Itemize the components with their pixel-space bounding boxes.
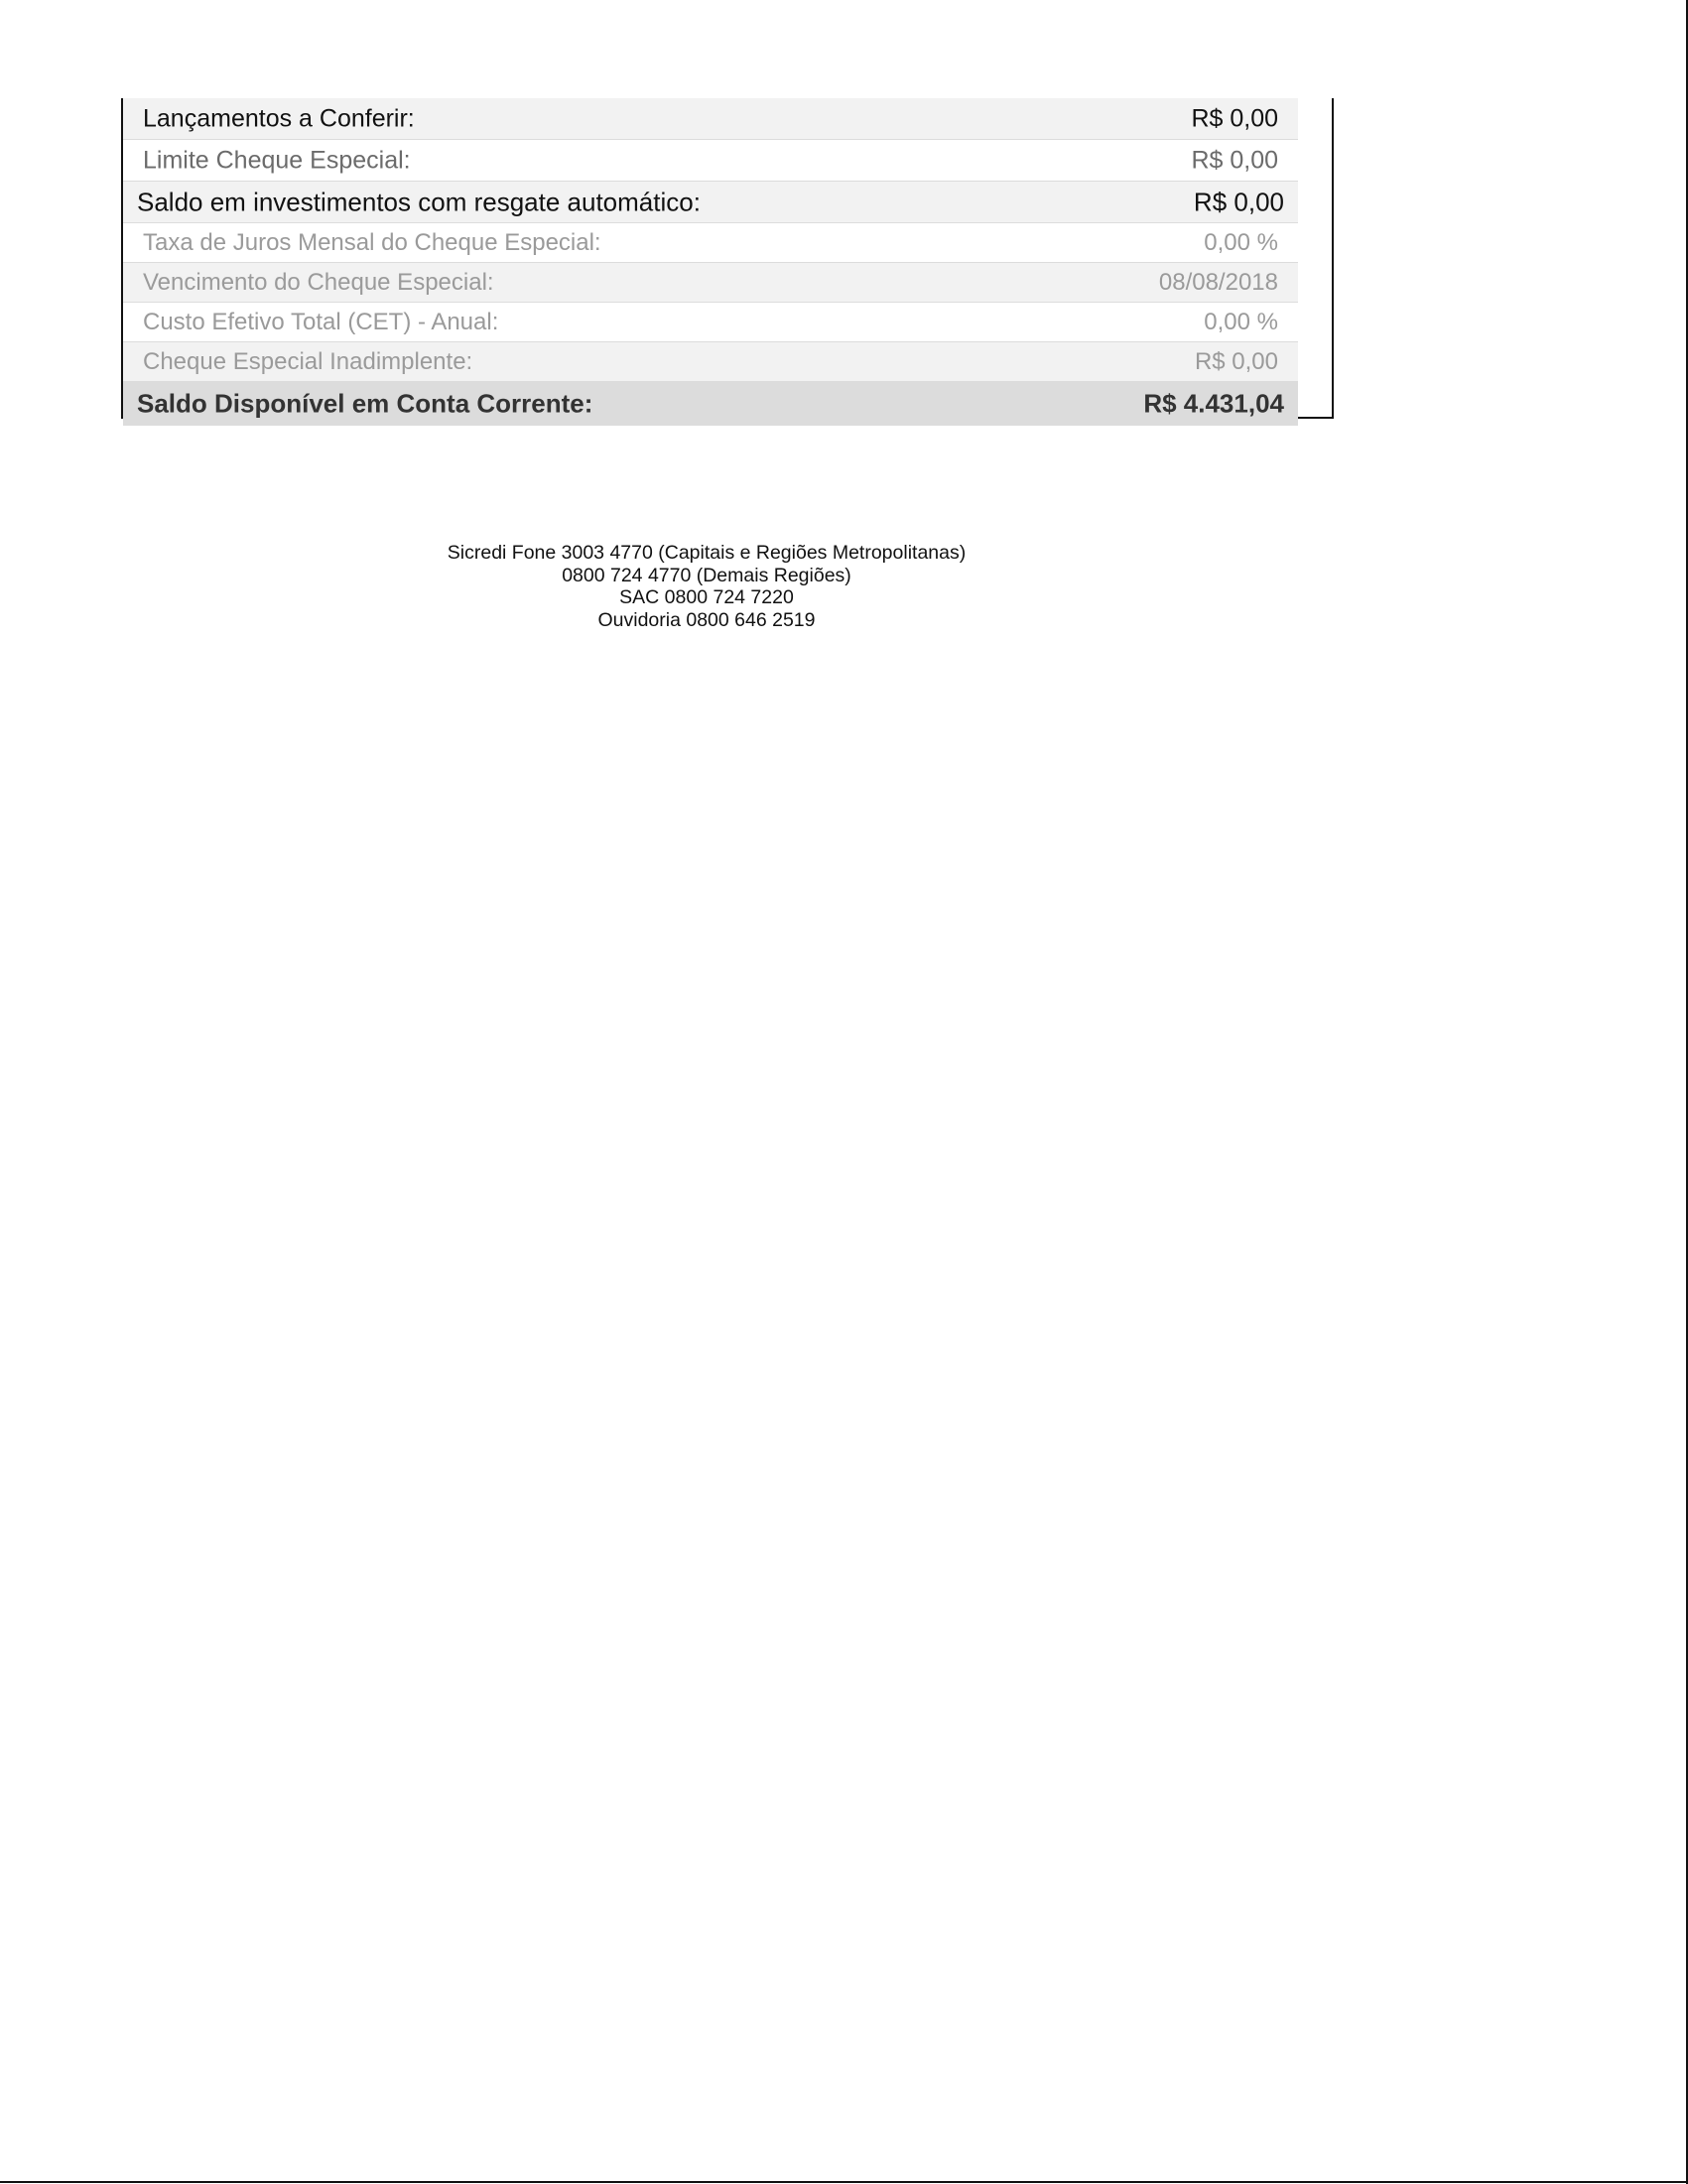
account-summary-table <box>123 98 1298 426</box>
summary-row-value: R$ 0,00 <box>1194 347 1278 375</box>
summary-row-value: R$ 0,00 <box>1191 146 1278 174</box>
page-bottom-border <box>0 2181 1688 2183</box>
summary-row-value: 0,00 % <box>1204 228 1278 256</box>
summary-row-limite-cheque-especial <box>123 140 1298 182</box>
summary-row-label: Cheque Especial Inadimplente: <box>143 347 473 375</box>
summary-row-custo-efetivo-total <box>123 303 1298 342</box>
contact-info <box>407 542 1006 631</box>
contact-line-sicredi-fone: Sicredi Fone 3003 4770 (Capitais e Regiões Metropolitanas) <box>447 542 967 564</box>
summary-row-vencimento-cheque-especial <box>123 263 1298 303</box>
total-value: R$ 4.431,04 <box>1143 388 1284 419</box>
summary-row-label: Custo Efetivo Total (CET) - Anual: <box>143 308 499 335</box>
summary-row-saldo-disponivel <box>123 382 1298 426</box>
summary-row-value: R$ 0,00 <box>1193 187 1284 216</box>
contact-line-ouvidoria: Ouvidoria 0800 646 2519 <box>597 608 816 631</box>
summary-row-cheque-especial-inadimplente <box>123 342 1298 382</box>
summary-row-label: Lançamentos a Conferir: <box>143 104 415 132</box>
contact-line-sac: SAC 0800 724 7220 <box>619 586 794 608</box>
summary-row-label: Taxa de Juros Mensal do Cheque Especial: <box>143 228 601 256</box>
contact-line-demais-regioes: 0800 724 4770 (Demais Regiões) <box>562 564 851 586</box>
summary-row-label: Limite Cheque Especial: <box>143 146 411 174</box>
summary-row-saldo-investimentos <box>123 182 1298 223</box>
summary-row-value: R$ 0,00 <box>1191 104 1278 132</box>
summary-row-value: 08/08/2018 <box>1158 268 1278 296</box>
summary-row-value: 0,00 % <box>1204 308 1278 335</box>
summary-row-lancamentos-a-conferir <box>123 98 1298 140</box>
summary-row-label: Saldo em investimentos com resgate automático: <box>137 187 701 216</box>
summary-row-label: Vencimento do Cheque Especial: <box>143 268 494 296</box>
summary-row-taxa-juros-mensal <box>123 223 1298 263</box>
total-label: Saldo Disponível em Conta Corrente: <box>137 388 593 419</box>
